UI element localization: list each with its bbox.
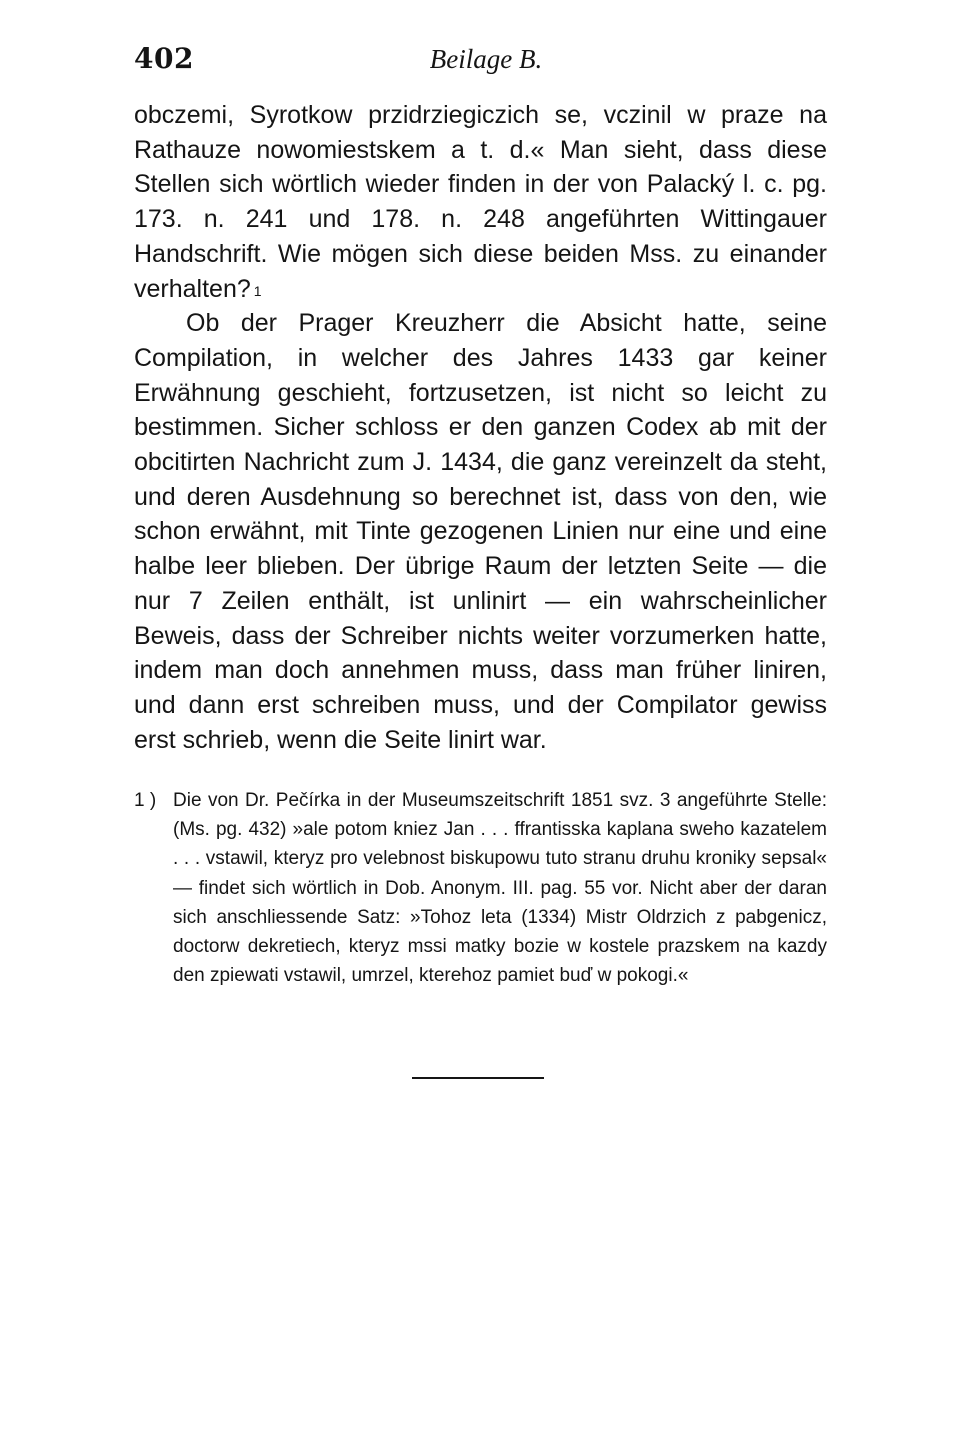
paragraph: Ob der Prager Kreuzherr die Absicht hatte, seine Compilation, in welcher des Jahres 1433 gar keiner Erwähnung geschieht, fortzusetzen, ist nicht so leicht zu bestimmen. Sicher schloss er den ganzen Codex ab mit der obcitirten Nachricht zum J. 1434, die ganz vereinzelt da steht, und deren Ausdehnung so berechnet ist, dass von den, wie schon erwähnt, mit Tinte gezogenen Linien nur eine und eine halbe leer blieben. Der übrige Raum der letzten Seite — die nur 7 Zeilen enthält, ist unlinirt — ein wahrscheinlicher Beweis, dass der Schreiber nichts weiter vorzumerken hatte, indem man doch annehmen muss, dass man früher liniren, und dann erst schreiben muss, und der Compilator gewiss erst schrieb, wenn die Seite linirt war. xyxy=(134,309,827,754)
footnote-reference: 1 xyxy=(253,282,262,299)
footnotes xyxy=(134,786,827,990)
body-text xyxy=(134,98,827,757)
footnote xyxy=(134,786,827,990)
paragraph-text: obczemi, Syrotkow przidrziegiczich se, vczinil w praze na Rathauze nowomiestskem a t. d.« Man sieht, dass diese Stellen sich wörtlich wieder finden in der von Palacký l. c. pg. 173. n. 241 und 178. n. 248 angeführten Wittingauer Handschrift. Wie mögen sich diese beiden Mss. zu einander verhalten? xyxy=(134,101,827,303)
end-rule xyxy=(412,1077,544,1079)
paragraph xyxy=(134,98,827,306)
page-header xyxy=(134,42,826,82)
footnote-text: Die von Dr. Pečírka in der Museumszeitschrift 1851 svz. 3 angeführte Stelle: (Ms. pg. 432) »ale potom kniez Jan . . . ffrantisska kaplana sweho kazatelem . . . vstawil, kteryz pro velebnost biskupowu tuto stranu druhu kroniky sepsal« — findet sich wörtlich in Dob. Anonym. III. pag. 55 vor. Nicht aber der daran sich anschliessende Satz: »Tohoz leta (1334) Mistr Oldrzich z pabgenicz, doctorw dekretiech, kteryz mssi matky bozie w kostele prazskem na kazdy den zpiewati vstawil, umrzel, kterehoz pamiet buď w pokogi.« xyxy=(173,790,827,987)
running-head: Beilage B. xyxy=(429,44,543,74)
page-number: 402 xyxy=(134,42,194,75)
footnote-number: 1 ) xyxy=(134,790,157,811)
